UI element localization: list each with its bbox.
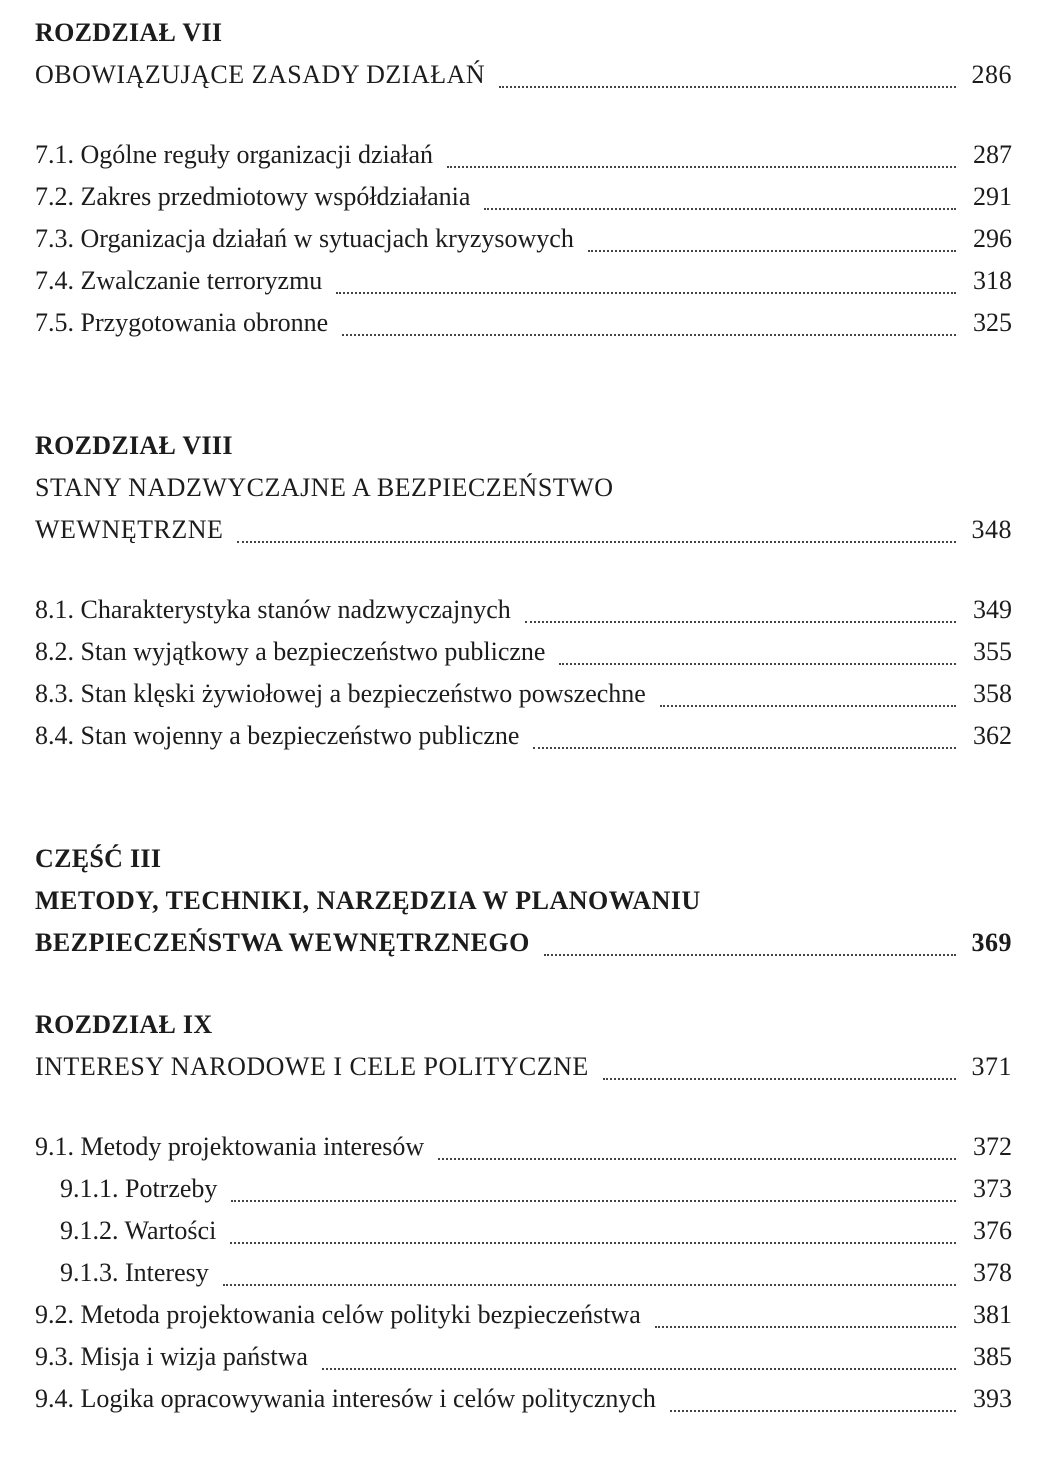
chapter-title-line-1: STANY NADZWYCZAJNE A BEZPIECZEŃSTWO: [35, 473, 614, 502]
chapter-7-sections: [35, 134, 1012, 344]
section-title: 9.3. Misja i wizja państwa: [35, 1342, 308, 1371]
toc-subentry[interactable]: [35, 1252, 1012, 1294]
page-number: 381: [973, 1300, 1012, 1329]
section-title: 9.4. Logika opracowywania interesów i celów politycznych: [35, 1384, 656, 1413]
toc-entry[interactable]: [35, 260, 1012, 302]
dot-leader: [336, 292, 956, 294]
page-number: 349: [973, 595, 1012, 624]
section-title: 8.2. Stan wyjątkowy a bezpieczeństwo publiczne: [35, 637, 546, 666]
page-number: 378: [973, 1258, 1012, 1287]
dot-leader: [525, 621, 956, 623]
part-3: [35, 838, 1012, 964]
chapter-9-sections: [35, 1126, 1012, 1420]
toc-entry[interactable]: [35, 134, 1012, 176]
chapter-label: ROZDZIAŁ VIII: [35, 431, 233, 460]
dot-leader: [230, 1242, 956, 1244]
page-number: 291: [973, 182, 1012, 211]
toc-entry[interactable]: [35, 922, 1012, 964]
toc-subentry[interactable]: [35, 1168, 1012, 1210]
chapter-8: [35, 425, 1012, 551]
dot-leader: [670, 1410, 956, 1412]
toc-entry[interactable]: [35, 302, 1012, 344]
toc-entry[interactable]: [35, 715, 1012, 757]
toc-entry[interactable]: [35, 1336, 1012, 1378]
subsection-title: 9.1.1. Potrzeby: [60, 1174, 218, 1203]
section-title: 9.1. Metody projektowania interesów: [35, 1132, 425, 1161]
toc-entry[interactable]: [35, 1126, 1012, 1168]
toc-entry[interactable]: [35, 589, 1012, 631]
section-title: 7.3. Organizacja działań w sytuacjach kryzysowych: [35, 224, 574, 253]
page-number: 358: [973, 679, 1012, 708]
dot-leader: [322, 1368, 956, 1370]
toc-entry[interactable]: [35, 1046, 1012, 1088]
dot-leader: [438, 1158, 956, 1160]
toc-entry[interactable]: [35, 509, 1012, 551]
dot-leader: [588, 250, 956, 252]
dot-leader: [231, 1200, 956, 1202]
page-number: 362: [973, 721, 1012, 750]
page-number: 286: [971, 60, 1012, 89]
page-number: 296: [973, 224, 1012, 253]
chapter-9: [35, 1004, 1012, 1088]
dot-leader: [499, 86, 956, 88]
section-title: 7.2. Zakres przedmiotowy współdziałania: [35, 182, 471, 211]
dot-leader: [342, 334, 956, 336]
chapter-title-line-2: WEWNĘTRZNE: [35, 515, 224, 544]
dot-leader: [223, 1284, 956, 1286]
section-title: 7.4. Zwalczanie terroryzmu: [35, 266, 323, 295]
dot-leader: [447, 166, 956, 168]
dot-leader: [603, 1078, 956, 1080]
section-title: 8.4. Stan wojenny a bezpieczeństwo publiczne: [35, 721, 520, 750]
chapter-7: [35, 12, 1012, 96]
toc-entry[interactable]: [35, 54, 1012, 96]
page-number: 376: [973, 1216, 1012, 1245]
dot-leader: [655, 1326, 956, 1328]
page-number: 348: [971, 515, 1012, 544]
dot-leader: [484, 208, 956, 210]
dot-leader: [544, 954, 956, 956]
page-number: 355: [973, 637, 1012, 666]
section-title: 7.1. Ogólne reguły organizacji działań: [35, 140, 434, 169]
toc-entry[interactable]: [35, 1378, 1012, 1420]
chapter-title: INTERESY NARODOWE I CELE POLITYCZNE: [35, 1052, 589, 1081]
toc-entry[interactable]: [35, 1294, 1012, 1336]
section-title: 9.2. Metoda projektowania celów polityki bezpieczeństwa: [35, 1300, 641, 1329]
section-title: 8.1. Charakterystyka stanów nadzwyczajnych: [35, 595, 511, 624]
page-number: 318: [973, 266, 1012, 295]
section-title: 7.5. Przygotowania obronne: [35, 308, 329, 337]
toc-entry[interactable]: [35, 631, 1012, 673]
page-number: 393: [973, 1384, 1012, 1413]
page-number: 371: [971, 1052, 1012, 1081]
toc-entry[interactable]: [35, 673, 1012, 715]
page-number: 385: [973, 1342, 1012, 1371]
dot-leader: [660, 705, 956, 707]
page-number: 287: [973, 140, 1012, 169]
chapter-label: ROZDZIAŁ VII: [35, 18, 223, 47]
dot-leader: [559, 663, 956, 665]
page-number: 372: [973, 1132, 1012, 1161]
subsection-title: 9.1.3. Interesy: [60, 1258, 209, 1287]
page-number: 325: [973, 308, 1012, 337]
page-number: 373: [973, 1174, 1012, 1203]
toc-entry[interactable]: [35, 176, 1012, 218]
toc-entry[interactable]: [35, 218, 1012, 260]
section-title: 8.3. Stan klęski żywiołowej a bezpieczeństwo powszechne: [35, 679, 646, 708]
page-number: 369: [971, 928, 1012, 957]
toc-subentry[interactable]: [35, 1210, 1012, 1252]
dot-leader: [237, 541, 956, 543]
chapter-label: ROZDZIAŁ IX: [35, 1010, 213, 1039]
part-title-line-2: BEZPIECZEŃSTWA WEWNĘTRZNEGO: [35, 928, 530, 957]
chapter-8-sections: [35, 589, 1012, 757]
dot-leader: [533, 747, 956, 749]
chapter-title: OBOWIĄZUJĄCE ZASADY DZIAŁAŃ: [35, 60, 486, 89]
part-title-line-1: METODY, TECHNIKI, NARZĘDZIA W PLANOWANIU: [35, 886, 701, 915]
subsection-title: 9.1.2. Wartości: [60, 1216, 217, 1245]
part-label: CZĘŚĆ III: [35, 844, 162, 873]
